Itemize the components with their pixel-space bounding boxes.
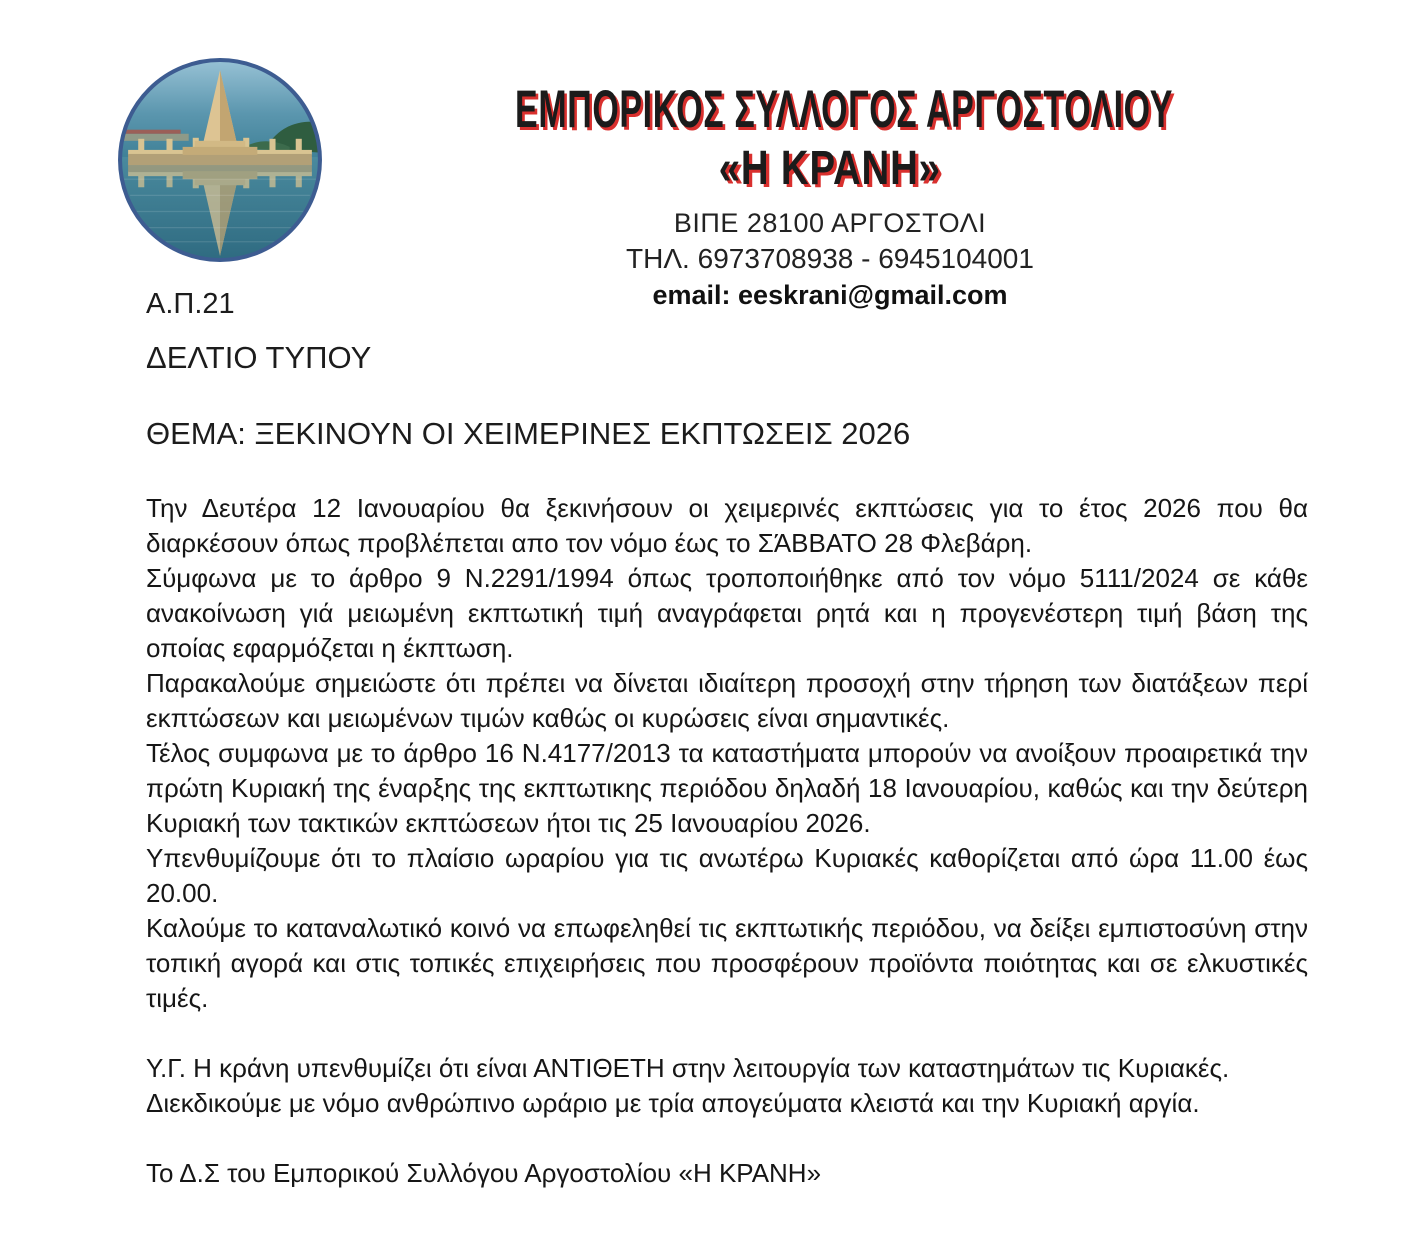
obelisk-monument-image bbox=[116, 56, 324, 264]
org-phone: ΤΗΛ. 6973708938 - 6945104001 bbox=[626, 243, 1034, 275]
protocol-number: Α.Π.21 bbox=[146, 288, 235, 320]
postscript-line-2: Διεκδικούμε με νόμο ανθρώπινο ωράριο με τρία απογεύματα κλειστά και την Κυριακή αργία. bbox=[146, 1088, 1200, 1118]
signature-line: Το Δ.Σ του Εμπορικού Συλλόγου Αργοστολίου «Η ΚΡΑΝΗ» bbox=[146, 1158, 822, 1188]
org-name-row bbox=[330, 82, 1330, 138]
paragraph-sales-start: Την Δευτέρα 12 Ιανουαρίου θα ξεκινήσουν οι χειμερινές εκπτώσεις για το έτος 2026 που θα διαρκέσουν όπως προβλέπεται απο τον νόμο έως το ΣΆΒΒΑΤΟ 28 Φλεβάρη. bbox=[146, 493, 1308, 558]
org-email: email: eeskrani@gmail.com bbox=[652, 280, 1008, 311]
org-subtitle-title: «Η ΚΡΑΝΗ» bbox=[719, 141, 941, 195]
paragraph-sundays-open: Τέλος συμφωνα με το άρθρο 16 Ν.4177/2013 τα καταστήματα μπορούν να ανοίξουν προαιρετικά την πρώτη Κυριακή της έναρξης της εκπτωτικης περιόδου δηλαδή 18 Ιανουαρίου, καθώς και την δεύτερη Κυριακή των τακτικών εκπτώσεων ήτοι τις 25 Ιανουαρίου 2026. bbox=[146, 738, 1308, 838]
paragraph-consumers: Καλούμε το καταναλωτικό κοινό να επωφεληθεί τις εκπτωτικής περιόδου, να δείξει εμπιστοσύνη στην τοπική αγορά και στις τοπικές επιχειρήσεις που προσφέρουν προϊόντα ποιότητας και σε ελκυστικές τιμές. bbox=[146, 913, 1308, 1013]
postscript-line-1: Υ.Γ. Η κράνη υπενθυμίζει ότι είναι ΑΝΤΙΘΕΤΗ στην λειτουργία των καταστημάτων τις Κυριακές. bbox=[146, 1053, 1230, 1083]
org-name-title: ΕΜΠΟΡΙΚΟΣ ΣΥΛΛΟΓΟΣ ΑΡΓΟΣΤΟΛΙΟΥ bbox=[515, 80, 1174, 139]
paragraph-compliance: Παρακαλούμε σημειώστε ότι πρέπει να δίνεται ιδιαίτερη προσοχή στην τήρηση των διατάξεων περί εκπτώσεων και μειωμένων τιμών καθώς οι κυρώσεις είναι σημαντικές. bbox=[146, 668, 1308, 733]
postscript bbox=[146, 1051, 1308, 1121]
paragraph-law-2291: Σύμφωνα με το άρθρο 9 Ν.2291/1994 όπως τροποποιήθηκε από τον νόμο 5111/2024 σε κάθε ανακοίνωση γιά μειωμένη εκπτωτική τιμή αναγράφεται ρητά και η προγενέστερη τιμή βάση της οποίας εφαρμόζεται η έκπτωση. bbox=[146, 563, 1308, 663]
paragraph-hours: Υπενθυμίζουμε ότι το πλαίσιο ωραρίου για τις ανωτέρω Κυριακές καθορίζεται από ώρα 11.00 έως 20.00. bbox=[146, 843, 1308, 908]
letterhead bbox=[330, 82, 1330, 311]
subject-line: ΘΕΜΑ: ΞΕΚΙΝΟΥΝ ΟΙ ΧΕΙΜΕΡΙΝΕΣ ΕΚΠΤΩΣΕΙΣ 2026 bbox=[146, 416, 911, 451]
org-address: ΒΙΠΕ 28100 ΑΡΓΟΣΤΟΛΙ bbox=[673, 208, 987, 239]
body-text bbox=[146, 491, 1308, 1191]
org-subtitle-row bbox=[330, 141, 1330, 195]
document-type-heading: ΔΕΛΤΙΟ ΤΥΠΟΥ bbox=[146, 340, 372, 375]
org-logo bbox=[116, 56, 324, 264]
